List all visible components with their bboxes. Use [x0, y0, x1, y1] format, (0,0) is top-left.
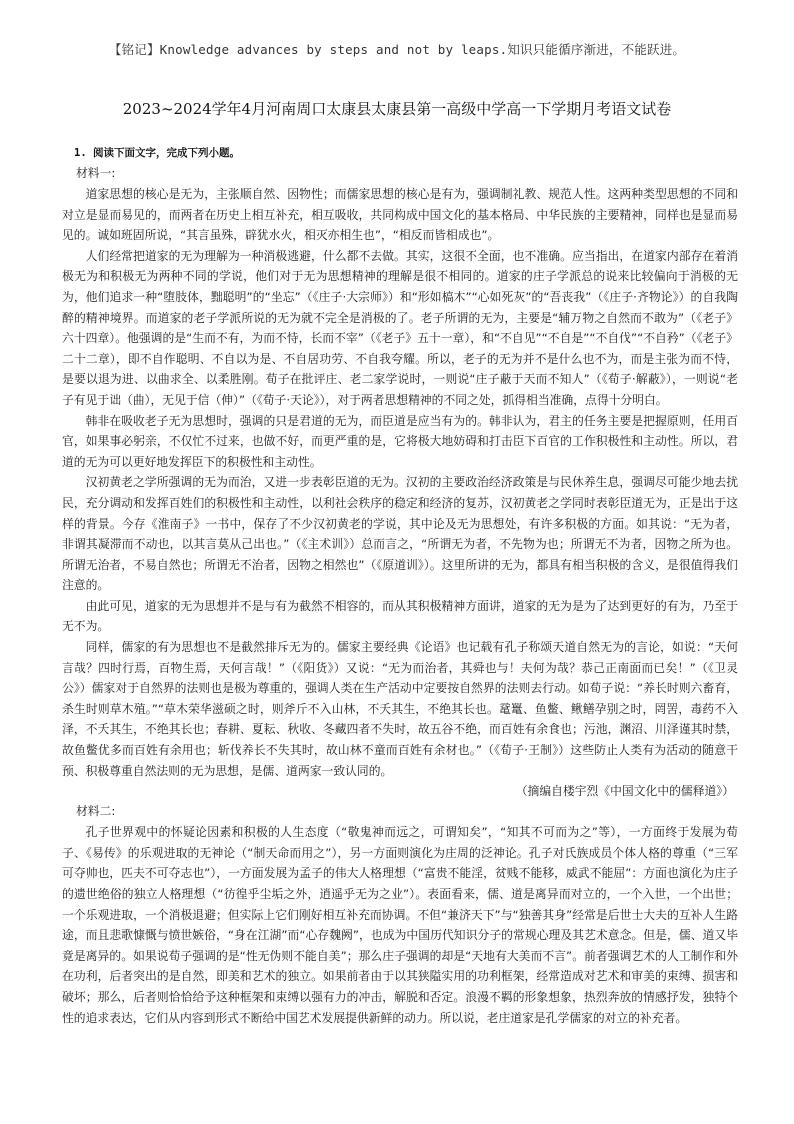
reading-passage — [62, 163, 738, 1028]
motto-header: 【铭记】Knowledge advances by steps and not by leaps.知识只能循序渐进，不能跃进。 — [108, 42, 686, 57]
material-1-source: （摘编自楼宇烈《中国文化中的儒释道》） — [515, 784, 734, 799]
material-1-paragraph: 人们经常把道家的无为理解为一种消极逃避，什么都不去做。其实，这很不全面，也不准确。应当指出，在道家内部存在着消极无为和积极无为两种不同的学说，他们对于无为思想精神的理解是很不相同的。道家的庄子学派总的说来比较偏向于消极的无为，他们追求一种“堕肢体，黜聪明”的“坐忘”（《庄子·大宗师》）和“形如槁木”“心如死灰”的“吾丧我”（《庄子·齐物论》）的自我陶醉的精神境界。而道家的老子学派所说的无为就不完全是消极的了。老子所谓的无为，主要是“辅万物之自然而不敢为”（《老子》六十四章）。他强调的是“生而不有，为而不恃，长而不宰”（《老子》五十一章），和“不自见”“不自是”“不自伐”“不自矜”（《老子》二十二章），即不自作聪明、不自以为是、不自居功劳、不自我夸耀。所以，老子的无为并不是什么也不为，而是主张为而不恃，是要以退为进、以曲求全、以柔胜刚。荀子在批评庄、老二家学说时，一则说“庄子蔽于天而不知人”（《荀子·解蔽》），一则说“老子有见于诎（曲），无见于信（伸）”（《荀子·天论》），对于两者思想精神的不同之处，抓得相当准确，点得十分明白。 — [62, 248, 738, 407]
material-2-label: 材料二: — [76, 804, 116, 819]
question-instruction: 1. 阅读下面文字，完成下列小题。 — [74, 147, 240, 159]
material-1-paragraph: 韩非在吸收老子无为思想时，强调的只是君道的无为，而臣道是应当有为的。韩非认为，君主的任务主要是把握原则，任用百官，如果事必躬亲，不仅忙不过来，也做不好，而更严重的是，它将极大地妨碍和打击臣下百官的工作积极性和主动性。所以，君道的无为可以更好地发挥臣下的积极性和主动性。 — [62, 413, 738, 469]
exam-title: 2023~2024学年4月河南周口太康县太康县第一高级中学高一下学期月考语文试卷 — [122, 100, 672, 118]
material-1-label: 材料一: — [76, 166, 116, 180]
material-1-paragraph: 同样，儒家的有为思想也不是截然排斥无为的。儒家主要经典《论语》也记载有孔子称颂天道自然无为的言论，如说：“天何言哉？四时行焉，百物生焉，天何言哉！”（《阳货》）又说：“无为而治者，其舜也与！夫何为哉？恭己正南面而已矣！”（《卫灵公》）儒家对于自然界的法则也是极为尊重的，强调人类在生产活动中定要按自然界的法则去行动。如荀子说：“养长时则六畜育，杀生时则草木殖。”“草木荣华滋硕之时，则斧斤不入山林，不夭其生，不绝其长也。鼋鼍、鱼鳖、鳅鳝孕别之时，罔罟，毒药不入泽，不夭其生，不绝其长也；春耕、夏耘、秋收、冬藏四者不失时，故五谷不绝，而百姓有余食也；污池，渊沼、川泽谨其时禁，故鱼鳖优多而百姓有余用也；斩伐养长不失其时，故山林不童而百姓有余材也。”（《荀子·王制》）这些防止人类有为活动的随意干预、积极尊重自然法则的无为思想，是儒、道两家一致认同的。 — [62, 640, 738, 778]
material-1-paragraph: 由此可见，道家的无为思想并不是与有为截然不相容的，而从其积极精神方面讲，道家的无为是为了达到更好的有为，乃至于无不为。 — [62, 598, 738, 634]
material-1-paragraph: 道家思想的核心是无为，主张顺自然、因物性；而儒家思想的核心是有为，强调制礼教、规范人性。这两种类型思想的不同和对立是显而易见的，而两者在历史上相互补充，相互吸收，共同构成中国文化的基本格局、中华民族的主要精神，同样也是显而易见的。诚如班固所说，“其言虽殊，辟犹水火，相灭亦相生也”，“相反而皆相成也”。 — [62, 187, 738, 243]
material-1-paragraph: 汉初黄老之学所强调的无为而治，又进一步表彰臣道的无为。汉初的主要政治经济政策是与民休养生息，强调尽可能少地去扰民，充分调动和发挥百姓们的积极性和主动性，以利社会秩序的稳定和经济的复苏，汉初黄老之学同时表彰臣道无为，正是出于这样的背景。今存《淮南子》一书中，保存了不少汉初黄老的学说，其中论及无为思想处，有许多积极的方面。如其说：“无为者，非谓其凝滞而不动也，以其言莫从己出也。”（《主术训》）总而言之，“所谓无为者，不先物为也；所谓无不为者，因物之所为也。所谓无治者，不易自然也；所谓无不治者，因物之相然也”（《原道训》）。这里所讲的无为，都具有相当积极的含义，是很值得我们注意的。 — [62, 475, 738, 593]
material-2-paragraph: 孔子世界观中的怀疑论因素和积极的人生态度（“敬鬼神而远之，可谓知矣”，“知其不可而为之”等），一方面终于发展为荀子、《易传》的乐观进取的无神论（“制天命而用之”），另一方面则演化为庄周的泛神论。孔子对氏族成员个体人格的尊重（“三军可夺帅也，匹夫不可夺志也”），一方面发展为孟子的伟大人格理想（“富贵不能淫，贫贱不能移，威武不能屈”：方面也演化为庄子的遗世绝俗的独立人格理想（“彷徨乎尘垢之外，逍遥乎无为之业”）。表面看来，儒、道是离异而对立的，一个入世，一个出世；一个乐观进取，一个消极退避；但实际上它们刚好相互补充而协调。不但“兼济天下”与“独善其身”经常是后世士大夫的互补人生路途，而且悲歌慷慨与愤世嫉俗，“身在江湖”而“心存魏阙”，也成为中国历代知识分子的常规心理及其艺术意念。但是，儒、道又毕竟是离异的。如果说荀子强调的是“性无伪则不能自美”；那么庄子强调的却是“天地有大美而不言”。前者强调艺术的人工制作和外在功利，后者突出的是自然，即美和艺术的独立。如果前者由于以其狭隘实用的功利框架，经常造成对艺术和审美的束缚、损害和破坏；那么，后者则恰恰给予这种框架和束缚以强有力的冲击，解脱和否定。浪漫不羁的形象想象，热烈奔放的情感抒发，独特个性的追求表达，它们从内容到形式不断给中国艺术发展提供新鲜的动力。所以说，老庄道家是孔学儒家的对立的补充者。 — [62, 825, 738, 1025]
